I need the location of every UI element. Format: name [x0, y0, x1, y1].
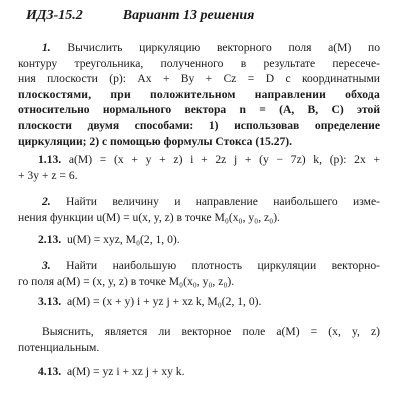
task-1-statement — [18, 40, 380, 149]
task-formula: a(M) = yz i + xz j + xy k. — [66, 365, 185, 378]
task-3-13 — [18, 294, 380, 310]
task-formula: u(M) = xyz, M₀(2, 1, 0). — [66, 233, 180, 246]
task-3-line — [18, 258, 380, 274]
task-number: 1.13. — [38, 153, 62, 166]
task-2-line — [18, 194, 380, 210]
task-1-line: ния плоскости (p): Ax + By + Cz = D с координатными — [18, 72, 380, 86]
task-text: Найти наибольшую плотность циркуляции векторно- — [66, 259, 380, 272]
task-4-line: потенциальным. — [18, 340, 100, 354]
document-header — [26, 8, 254, 24]
task-2-13-line — [18, 232, 380, 248]
task-3-13-line — [18, 294, 380, 310]
task-number: 3. — [42, 259, 51, 272]
task-3-line: го поля a(M) = (x, y, z) в точке M₀(x₀, y₀, z₀). — [18, 274, 235, 288]
task-formula: a(M) = (x + y) i + yz j + xz k, M₀(2, 1, 0). — [66, 295, 262, 308]
task-number: 4.13. — [38, 365, 62, 378]
task-1-line: плоскости двумя способами: 1) использовав определение — [18, 118, 380, 132]
task-3-statement — [18, 258, 380, 289]
task-1-13-line: + 3y + z = 6. — [18, 168, 78, 182]
task-1-line — [18, 40, 380, 56]
task-4-statement — [18, 324, 380, 355]
task-2-13 — [18, 232, 380, 248]
task-1-line: относительно нормального вектора n = (A, B, C) этой — [18, 103, 380, 117]
task-4-line: Выяснить, является ли векторное поле a(M) = (x, y, z) — [42, 325, 380, 338]
task-1-line: циркуляции; 2) с помощью формулы Стокса (15.27). — [18, 134, 293, 148]
task-1-line: плоскостями, при положительном направлении обхода — [18, 87, 380, 101]
assignment-code: ИДЗ-15.2 — [26, 8, 83, 23]
task-4-13 — [18, 364, 380, 380]
task-formula: a(M) = (x + y + z) i + 2z j + (y − 7z) k, (p): 2x + — [68, 153, 380, 166]
task-text: Вычислить циркуляцию векторного поля a(M) по — [67, 41, 380, 54]
task-2-line: нения функции u(M) = u(x, y, z) в точке M₀(x₀, y₀, z₀). — [18, 210, 280, 224]
task-1-line: контуру треугольника, полученного в результате пересече- — [18, 56, 380, 70]
task-4-13-line — [18, 364, 380, 380]
task-1-13-line — [18, 152, 380, 168]
task-text: Найти величину и направление наибольшего изме- — [66, 195, 380, 208]
task-number: 3.13. — [38, 295, 62, 308]
task-number: 2. — [42, 195, 51, 208]
task-1-13 — [18, 152, 380, 183]
task-number: 2.13. — [38, 233, 62, 246]
task-number: 1. — [42, 41, 51, 54]
variant-title: Вариант 13 решения — [122, 8, 255, 23]
task-2-statement — [18, 194, 380, 225]
